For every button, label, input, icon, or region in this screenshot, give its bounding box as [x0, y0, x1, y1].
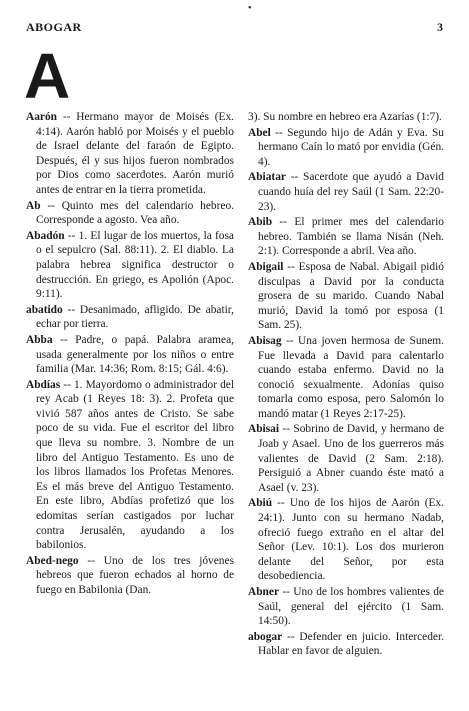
entry-abigail — [248, 260, 444, 333]
entry-definition: -- Sobrino de David, y hermano de Joab y Asael. Uno de los guerreros más valientes de David (2 Sam. 2:18). Persiguió a Abner cuando éste mató a Asael (v. 23). — [258, 423, 444, 494]
entry-definition: -- Uno de los tres jóvenes hebreos que fueron echados al horno de fuego en Babilonia (Dan. — [36, 554, 234, 596]
entry-abadon — [26, 229, 234, 302]
entry-term: Abiú — [248, 497, 273, 510]
section-letter: A — [24, 40, 71, 112]
entry-definition: -- Segundo hijo de Adán y Eva. Su hermano Caín lo mató por envidia (Gén. 4). — [258, 126, 444, 168]
entry-abatido — [26, 303, 234, 332]
entry-definition: -- 1. Mayordomo o administrador del rey Acab (1 Reyes 18: 3). 2. Profeta que vivió 587 años antes de Cristo. Se sabe poco de su vida. Fue el escritor del libro que lleva su nombre. 3. Nombre de un libro del Antiguo Testamento. Es uno de los libros llamados los Profetas Menores. Es el más breve del Antiguo Testamento. En este libro, Abdías profetizó que los edomitas serían castigados por luchar contra Jerusalén, ayudando a los babilonios. — [36, 378, 234, 552]
entry-definition: -- 1. El lugar de los muertos, la fosa o el sepulcro (Sal. 88:11). 2. El diablo. La palabra hebrea significa destructor o destrucción. En griego, es Apolión (Apoc. 9:11). — [36, 229, 234, 301]
entry-term: Abib — [248, 216, 273, 229]
entry-term: abogar — [248, 630, 283, 643]
entry-term: Abdías — [26, 378, 61, 391]
entry-aaron — [26, 110, 234, 198]
entry-abisag — [248, 334, 444, 422]
entry-definition: -- Hermano mayor de Moisés (Ex. 4:14). Aarón habló por Moisés y el pueblo de Israel delante del faraón de Egipto. Después, él y sus hijos fueron nombrados por Dios como sacerdotes. Aarón murió antes de entrar en la tierra prometida. — [36, 111, 234, 196]
entry-abib — [248, 215, 444, 259]
entry-term: Abigail — [248, 260, 284, 273]
entry-abiatar — [248, 170, 444, 214]
entry-term: Abel — [248, 126, 271, 139]
entry-term: Abner — [248, 586, 280, 598]
entry-term: Abadón — [26, 229, 65, 242]
page-number: 3 — [437, 20, 443, 34]
entry-definition: -- Una joven hermosa de Sunem. Fue llevada a David para calentarlo cuando estaba enfermo. David no la conoció sexualmente. Adonías quiso tomarla como esposa, pero Salomón lo mandó matar (1 Reyes 2:17-25). — [258, 334, 444, 420]
entry-definition: -- Uno de los hombres valientes de Saúl, general del ejército (1 Sam. 14:50). — [258, 586, 444, 628]
right-column — [248, 110, 444, 660]
entry-continuation — [248, 110, 444, 125]
entry-ab — [26, 199, 234, 228]
entry-abed-nego — [26, 554, 234, 598]
entry-abogar — [248, 630, 444, 659]
entry-definition: -- Uno de los hijos de Aarón (Ex. 24:1). Junto con su hermano Nadab, ofreció fuego extraño en el altar del Señor (Lev. 10:1). Los dos murieron delante del Señor, por esta desobediencia. — [258, 497, 444, 583]
entry-definition: -- Esposa de Nabal. Abigail pidió disculpas a David por la conducta grosera de su marido. Cuando Nabal murió, David la tomó por esposa (1 Sam. 25). — [258, 260, 444, 332]
entry-term: Abed-nego — [26, 554, 79, 567]
entry-abner — [248, 585, 444, 629]
entry-definition: -- Sacerdote que ayudó a David cuando huía del rey Saúl (1 Sam. 22:20-23). — [258, 171, 444, 213]
entry-definition: -- Desanimado, afligido. De abatir, echar por tierra. — [36, 303, 234, 331]
entry-term: Abba — [26, 333, 53, 346]
entry-abba — [26, 333, 234, 377]
entry-definition: -- Padre, o papá. Palabra aramea, usada generalmente por los niños o entre familia (Mar. 14:36; Rom. 8:15; Gál. 4:6). — [36, 333, 234, 376]
entry-abiu — [248, 496, 444, 584]
entry-definition: -- El primer mes del calendario hebreo. También se llama Nisán (Neh. 2:1). Corresponde a abril. Vea año. — [258, 216, 444, 258]
left-column — [26, 110, 234, 599]
entry-term: Aarón — [26, 111, 58, 123]
entry-term: Abiatar — [248, 171, 286, 184]
entry-abisai — [248, 422, 444, 495]
entry-term: Ab — [26, 199, 41, 212]
entry-definition: -- Defender en juicio. Interceder. Hablar en favor de alguien. — [258, 630, 444, 658]
entry-term: abatido — [26, 303, 63, 316]
entry-term: Abisai — [248, 423, 280, 436]
running-head: ABOGAR — [26, 20, 82, 34]
entry-definition: -- Quinto mes del calendario hebreo. Corresponde a agosto. Vea año. — [36, 199, 234, 227]
entry-definition: 3). Su nombre en hebreo era Azarías (1:7). — [248, 111, 442, 123]
entry-term: Abisag — [248, 334, 282, 347]
entry-abdias — [26, 378, 234, 553]
entry-abel — [248, 126, 444, 170]
page-mark: • — [248, 3, 252, 14]
